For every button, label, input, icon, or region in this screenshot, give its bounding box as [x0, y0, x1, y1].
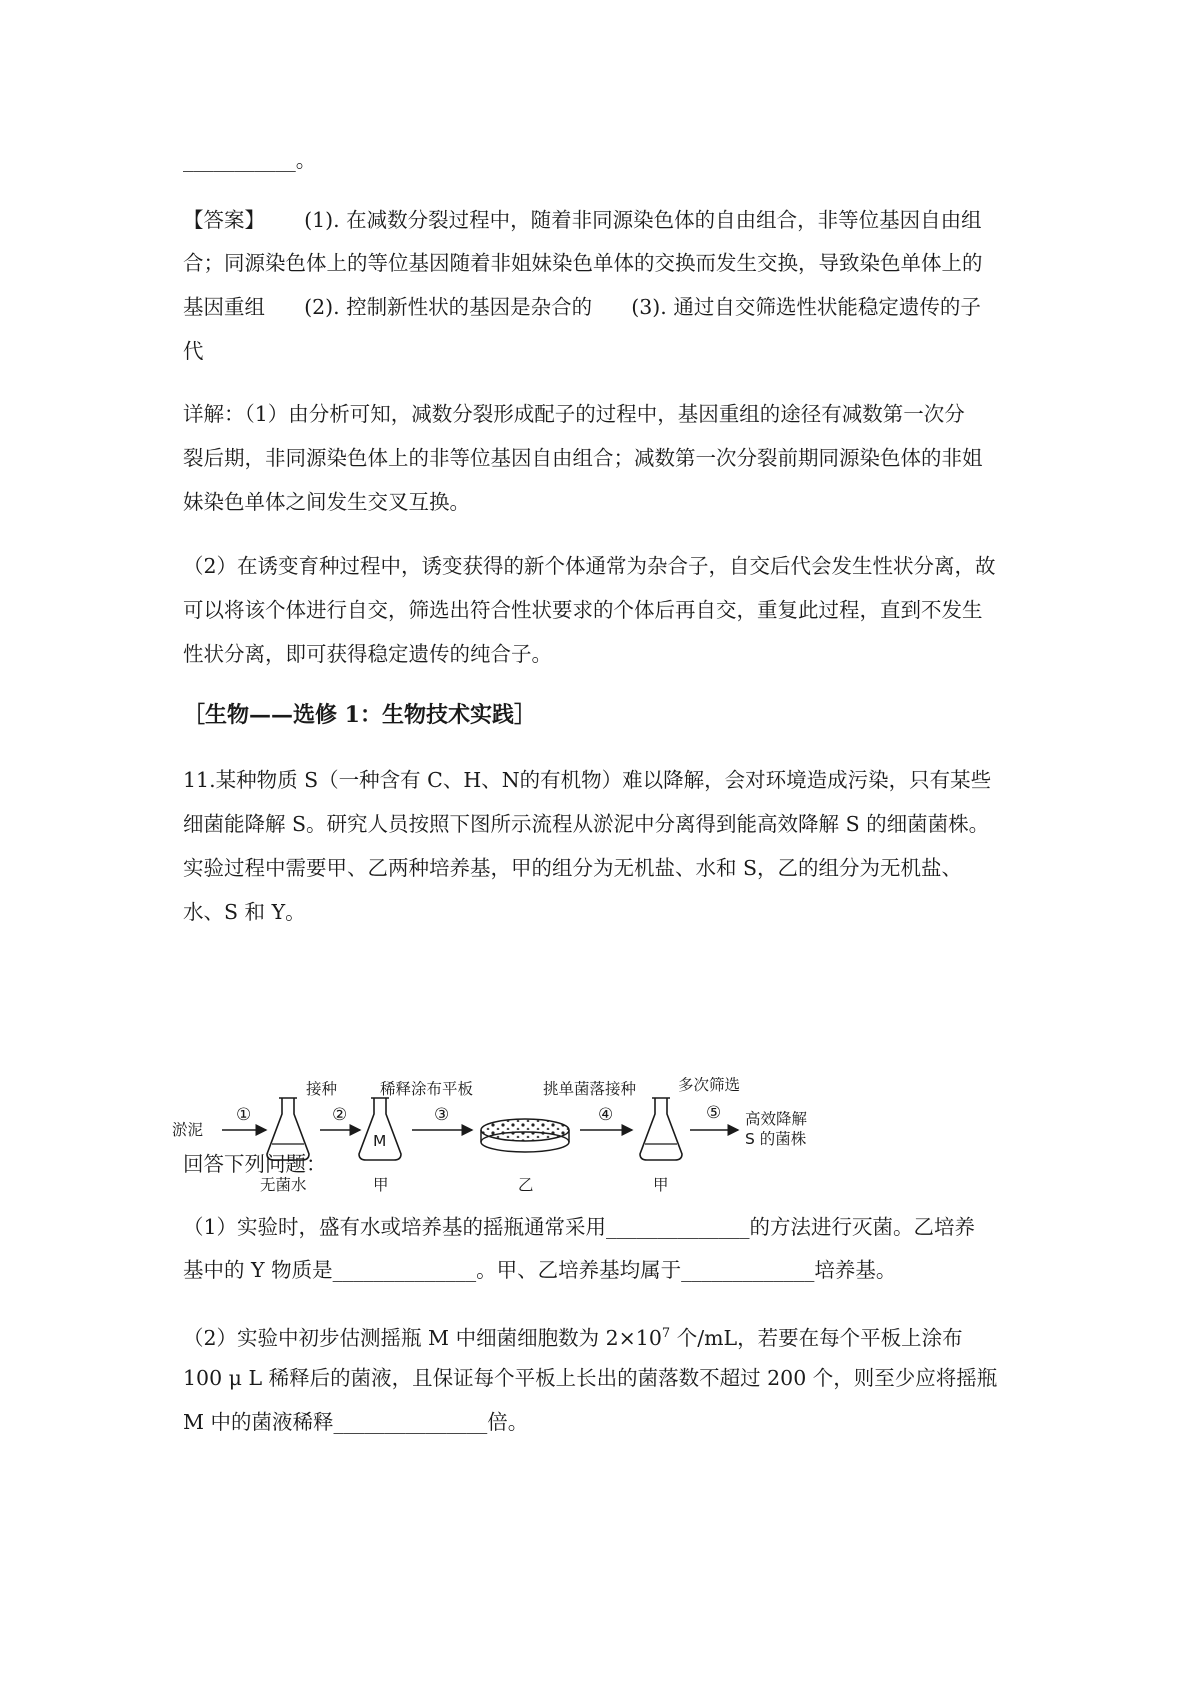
step-number: ⑤	[706, 1103, 722, 1123]
step-number: ③	[434, 1105, 450, 1125]
step-number: ④	[598, 1105, 614, 1125]
question-line: 100 μ L 稀释后的菌液，且保证每个平板上长出的菌落数不超过 200 个，则至少应将摇瓶	[183, 1366, 998, 1390]
question-line: （1）实验时，盛有水或培养基的摇瓶通常采用______________的方法进行灭菌。乙培养	[183, 1215, 976, 1239]
plate-label: 乙	[518, 1176, 534, 1194]
answer-line: 合；同源染色体上的等位基因随着非姐妹染色单体的交换而发生交换，导致染色单体上的	[183, 251, 983, 275]
exponent: 7	[661, 1326, 671, 1341]
detail-line: （2）在诱变育种过程中，诱变获得的新个体通常为杂合子，自交后代会发生性状分离，故	[183, 554, 996, 578]
detail-line: 妹染色单体之间发生交叉互换。	[183, 490, 470, 514]
line-text: 个/mL，若要在每个平板上涂布	[670, 1325, 963, 1350]
step-number: ①	[236, 1105, 252, 1125]
question-line: 细菌能降解 S。研究人员按照下图所示流程从淤泥中分离得到能高效降解 S 的细菌菌株。	[183, 812, 990, 836]
step-label: 接种	[306, 1080, 338, 1098]
petri-dish-icon	[481, 1119, 569, 1152]
detail-line: 裂后期，非同源染色体上的非等位基因自由组合；减数第一次分裂前期同源染色体的非姐	[183, 446, 983, 470]
detail-line: 可以将该个体进行自交，筛选出符合性状要求的个体后再自交，重复此过程，直到不发生	[183, 598, 983, 622]
detail-line: 性状分离，即可获得稳定遗传的纯合子。	[183, 642, 552, 666]
result-label: S 的菌株	[745, 1130, 807, 1148]
result-label: 高效降解	[745, 1110, 808, 1128]
question-line: 实验过程中需要甲、乙两种培养基，甲的组分为无机盐、水和 S，乙的组分为无机盐、	[183, 856, 963, 880]
answer-prompt: 回答下列问题：	[183, 1152, 327, 1176]
detail-line: 详解：（1）由分析可知，减数分裂形成配子的过程中，基因重组的途径有减数第一次分	[183, 402, 965, 426]
line-text: （2）实验中初步估测摇瓶 M 中细菌细胞数为 2×10	[183, 1325, 662, 1350]
answer-line: 代	[183, 339, 204, 363]
question-line: M 中的菌液稀释_______________倍。	[183, 1410, 529, 1434]
question-line: 11.某种物质 S（一种含有 C、H、N的有机物）难以降解，会对环境造成污染，只有某些	[183, 768, 992, 792]
flask-mark: M	[373, 1132, 387, 1150]
question-line	[183, 1320, 963, 1352]
step-number: ②	[332, 1105, 348, 1125]
flask-1-label: 无菌水	[260, 1176, 307, 1194]
question-line: 基中的 Y 物质是______________。甲、乙培养基均属于_____________培养基。	[183, 1258, 897, 1282]
flask-icon	[640, 1098, 682, 1160]
step-label: 多次筛选	[678, 1076, 741, 1094]
answer-line: 【答案】 (1). 在减数分裂过程中，随着非同源染色体的自由组合，非等位基因自由组	[183, 208, 982, 232]
flask-icon	[359, 1098, 401, 1160]
step-label: 稀释涂布平板	[380, 1080, 474, 1098]
flask-2-label: 甲	[373, 1176, 389, 1194]
blank-line: ___________。	[183, 148, 317, 172]
question-line: 水、S 和 Y。	[183, 900, 306, 924]
step-label: 挑单菌落接种	[543, 1080, 637, 1098]
source-label: 淤泥	[172, 1121, 204, 1139]
answer-line: 基因重组 (2). 控制新性状的基因是杂合的 (3). 通过自交筛选性状能稳定遗传的子	[183, 295, 981, 319]
flask-3-label: 甲	[653, 1176, 669, 1194]
section-heading: ［生物——选修 1：生物技术实践］	[183, 702, 536, 728]
